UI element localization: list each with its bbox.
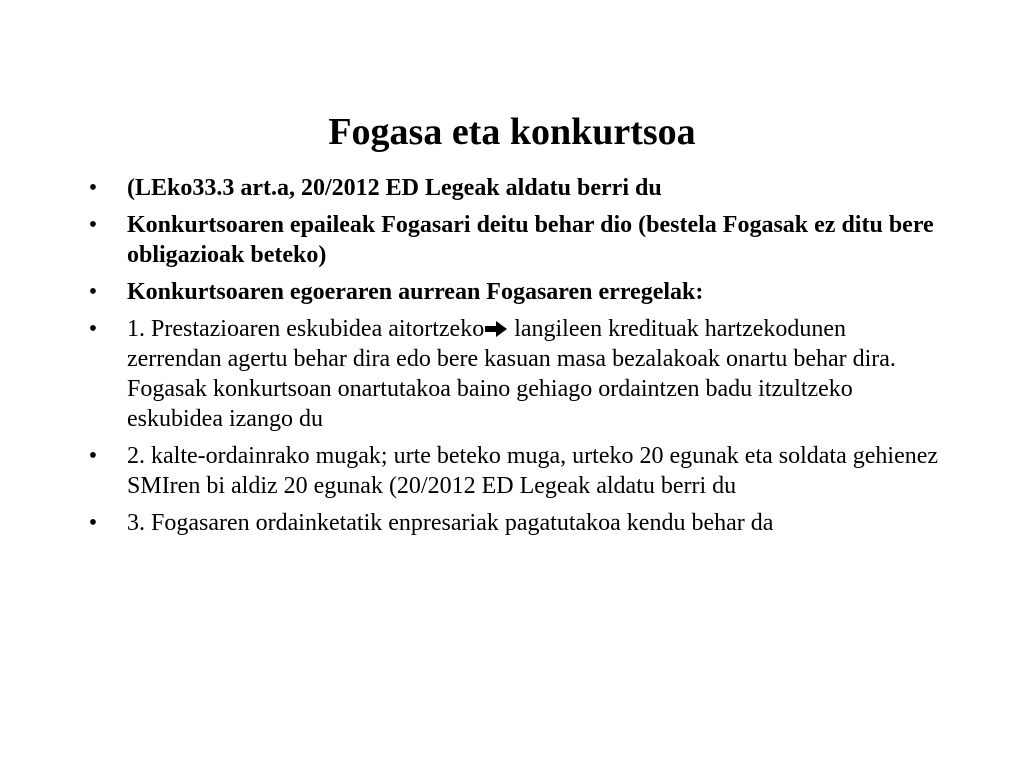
bullet-text-before-arrow: 1. Prestazioaren eskubidea aitortzeko	[127, 316, 485, 342]
slide-title: Fogasa eta konkurtsoa	[328, 111, 696, 153]
bullet-item-3	[83, 277, 943, 307]
bullet-item-1	[83, 173, 943, 203]
bullet-dot: •	[88, 212, 98, 238]
bullet-dot: •	[88, 443, 98, 469]
bullet-text: 2. kalte-ordainrako mugak; urte beteko muga, urteko 20 egunak eta soldata gehienez SMIren bi aldiz 20 egunak (20/2012 ED Legeak aldatu berri du	[127, 443, 939, 499]
bullet-text: Konkurtsoaren egoeraren aurrean Fogasaren erregelak:	[127, 279, 704, 305]
bullet-text: Konkurtsoaren epaileak Fogasari deitu behar dio (bestela Fogasak ez ditu bere obligazioak beteko)	[127, 212, 934, 268]
bullet-item-6	[83, 508, 943, 538]
bullet-dot: •	[88, 279, 98, 305]
bullet-item-4	[83, 314, 943, 434]
bullet-text: 3. Fogasaren ordainketatik enpresariak pagatutakoa kendu behar da	[127, 510, 774, 536]
bullet-dot: •	[88, 175, 98, 201]
bullet-dot: •	[88, 510, 98, 536]
bullet-item-5	[83, 441, 943, 501]
bullet-text-after-arrow: langileen kredituak hartzekodunen zerrendan agertu behar dira edo bere kasuan masa bezalakoak onartu behar dira. Fogasak konkurtsoan onartutakoa baino gehiago ordaintzen badu itzultzeko eskubidea izango du	[127, 316, 896, 432]
bullet-dot: •	[88, 316, 98, 342]
bullet-list	[83, 173, 943, 545]
bullet-item-2	[83, 210, 943, 270]
bullet-text: (LEko33.3 art.a, 20/2012 ED Legeak aldatu berri du	[127, 175, 662, 201]
right-arrow-icon	[484, 320, 508, 338]
